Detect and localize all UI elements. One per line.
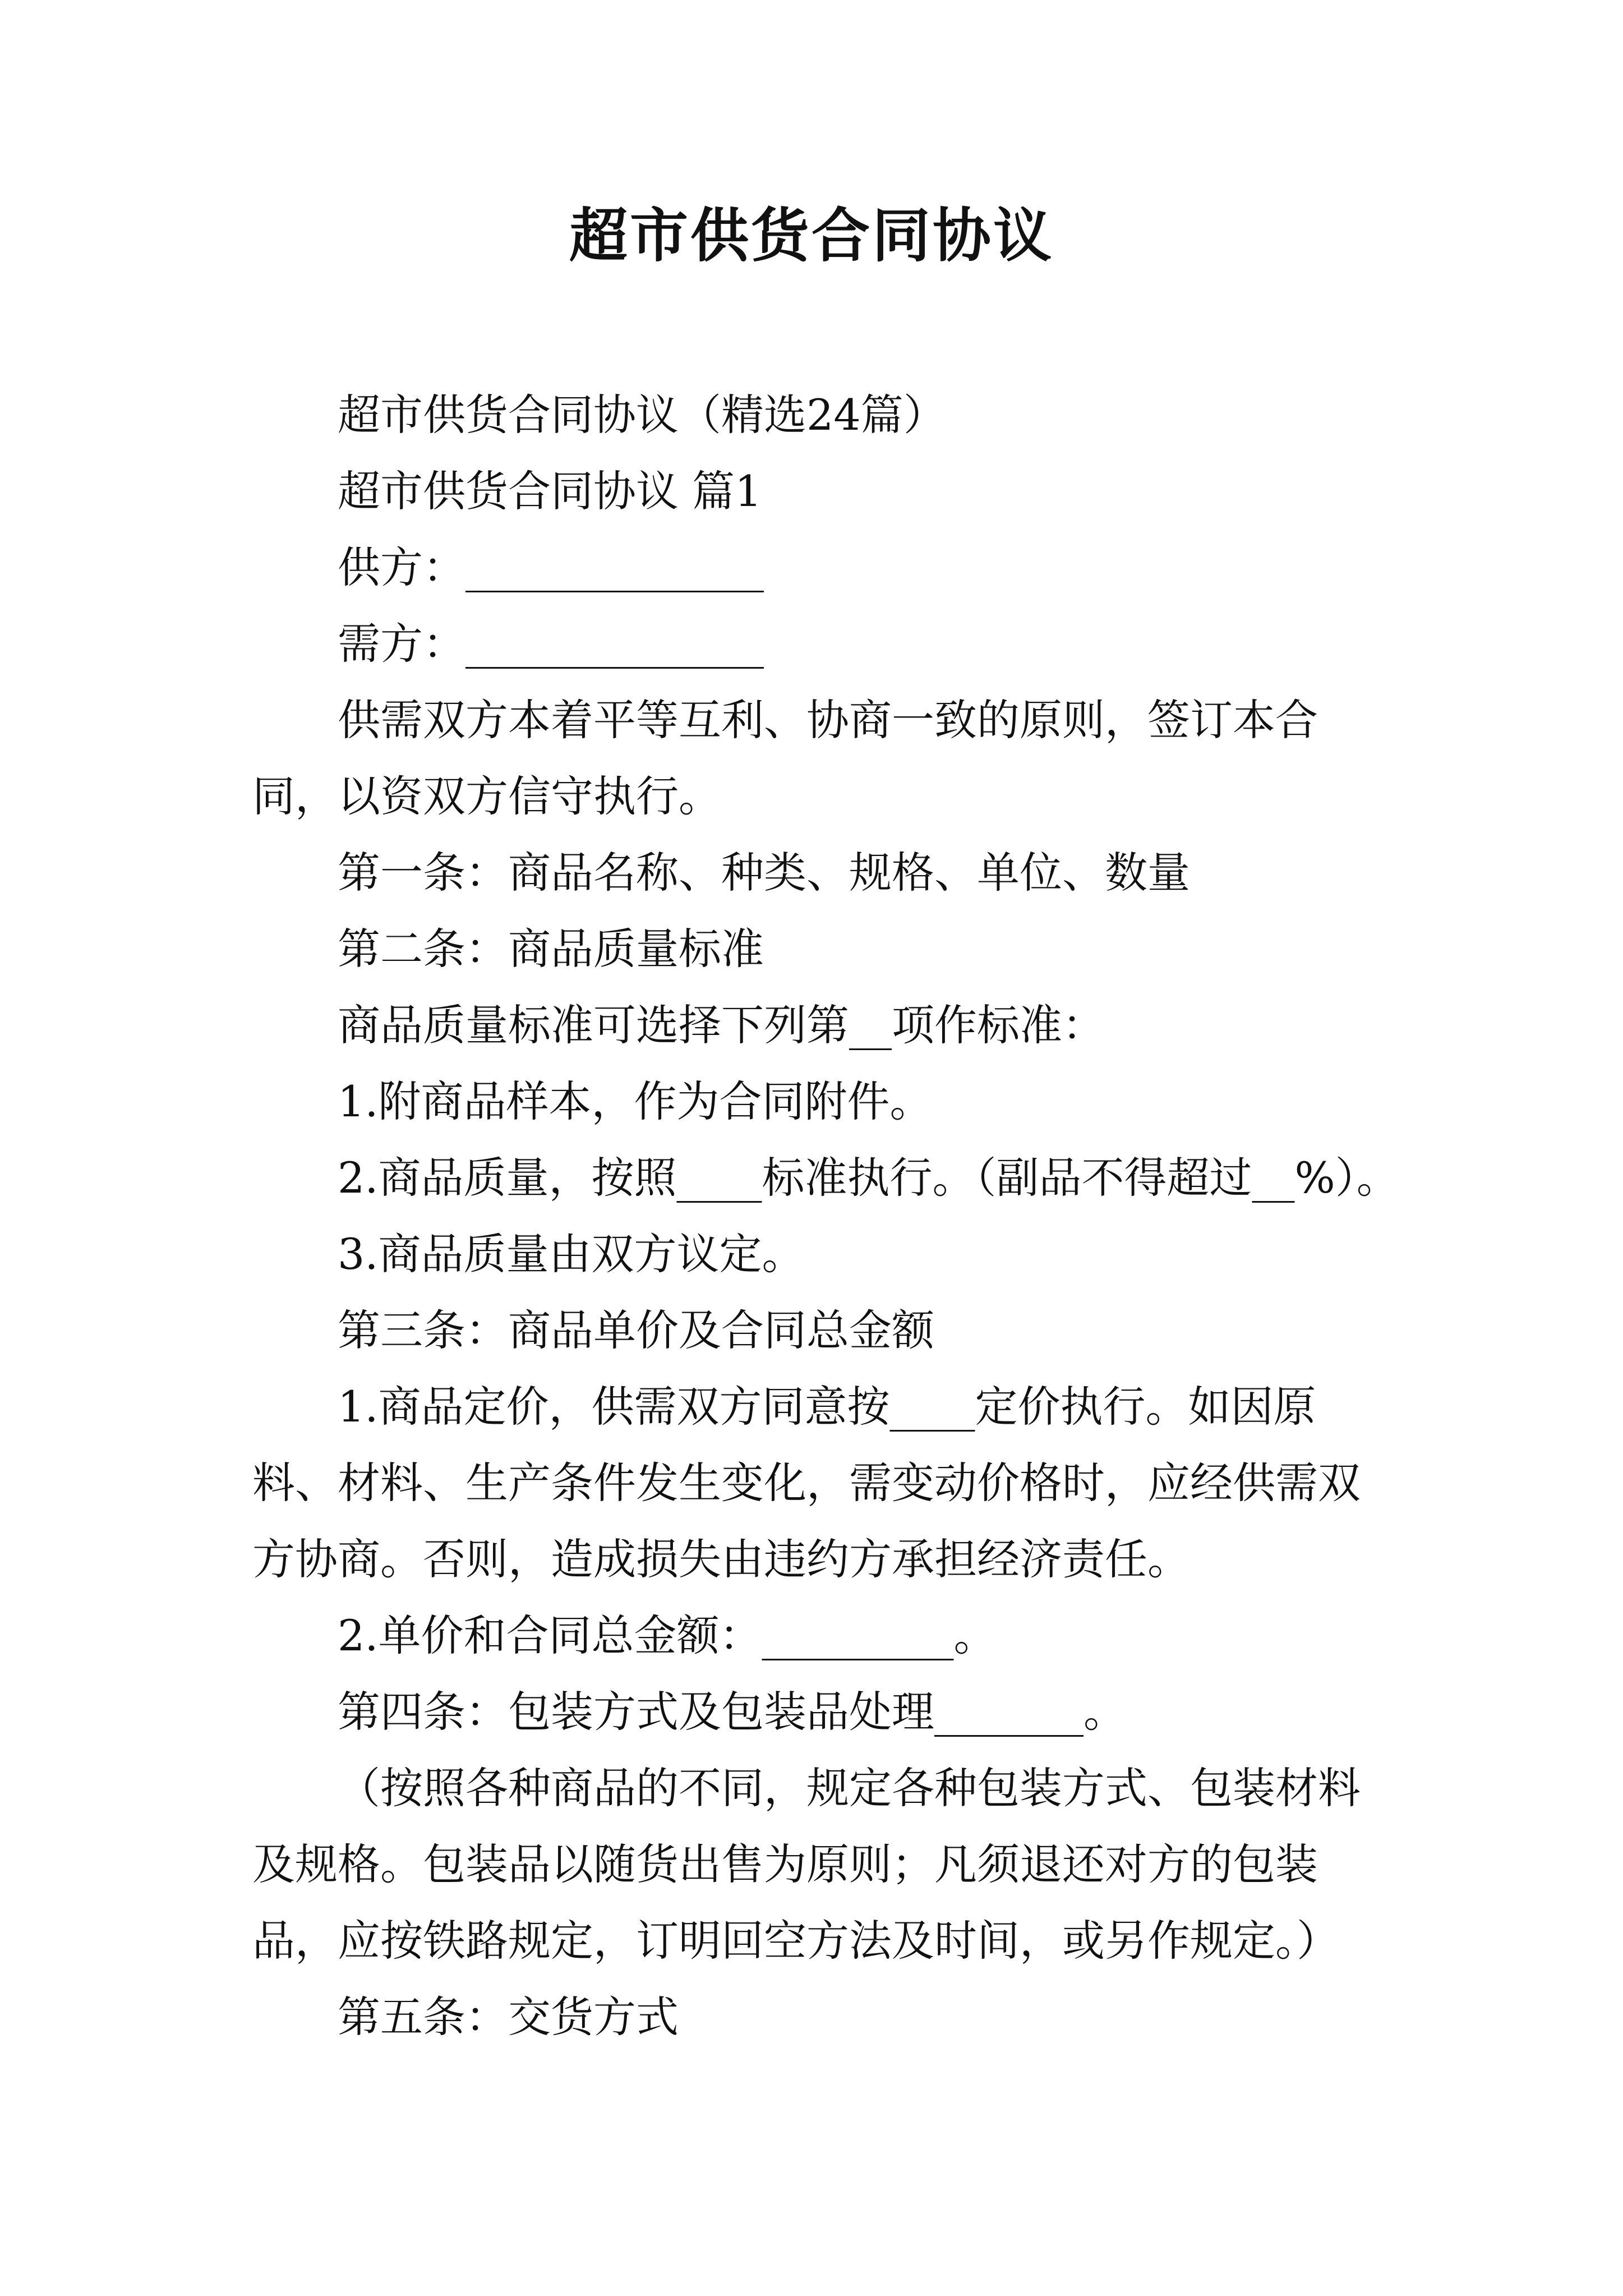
paragraph-preamble: 供需双方本着平等互利、协商一致的原则，签订本合同，以资双方信守执行。 (252, 695, 1318, 821)
paragraph-packaging-note: （按照各种商品的不同，规定各种包装方式、包装材料及规格。包装品以随货出售为原则；凡须退还对方的包装品，应按铁路规定，订明回空方法及时间，或另作规定。） (252, 1763, 1361, 1966)
paragraph-subtitle: 超市供货合同协议（精选24篇） (338, 390, 946, 440)
paragraph-article-2: 第二条：商品质量标准 (338, 924, 764, 974)
paragraph-article-4: 第四条：包装方式及包装品处理_______。 (338, 1687, 1126, 1737)
paragraph-price-item-1: 1.商品定价，供需双方同意按____定价执行。如因原料、材料、生产条件发生变化，需变动价格时，应经供需双方协商。否则，造成损失由违约方承担经济责任。 (252, 1382, 1361, 1584)
paragraph-quality-item-1: 1.附商品样本，作为合同附件。 (338, 1076, 933, 1126)
paragraph-quality-item-3: 3.商品质量由双方议定。 (338, 1229, 805, 1279)
paragraph-supplier: 供方：______________ (338, 542, 764, 592)
document-body (252, 377, 1399, 2055)
document-title: 超市供货合同协议 (569, 201, 1054, 270)
paragraph-article-3: 第三条：商品单价及合同总金额 (338, 1305, 934, 1355)
paragraph-section-heading: 超市供货合同协议 篇1 (338, 466, 762, 516)
paragraph-price-item-2: 2.单价和合同总金额：_________。 (338, 1611, 997, 1660)
paragraph-article-1: 第一条：商品名称、种类、规格、单位、数量 (338, 848, 1190, 898)
paragraph-article-5: 第五条：交货方式 (338, 1992, 679, 2042)
paragraph-quality-options: 商品质量标准可选择下列第__项作标准： (338, 1000, 1105, 1050)
paragraph-buyer: 需方：______________ (338, 619, 764, 669)
paragraph-quality-item-2: 2.商品质量，按照____标准执行。（副品不得超过__%）。 (338, 1153, 1399, 1203)
